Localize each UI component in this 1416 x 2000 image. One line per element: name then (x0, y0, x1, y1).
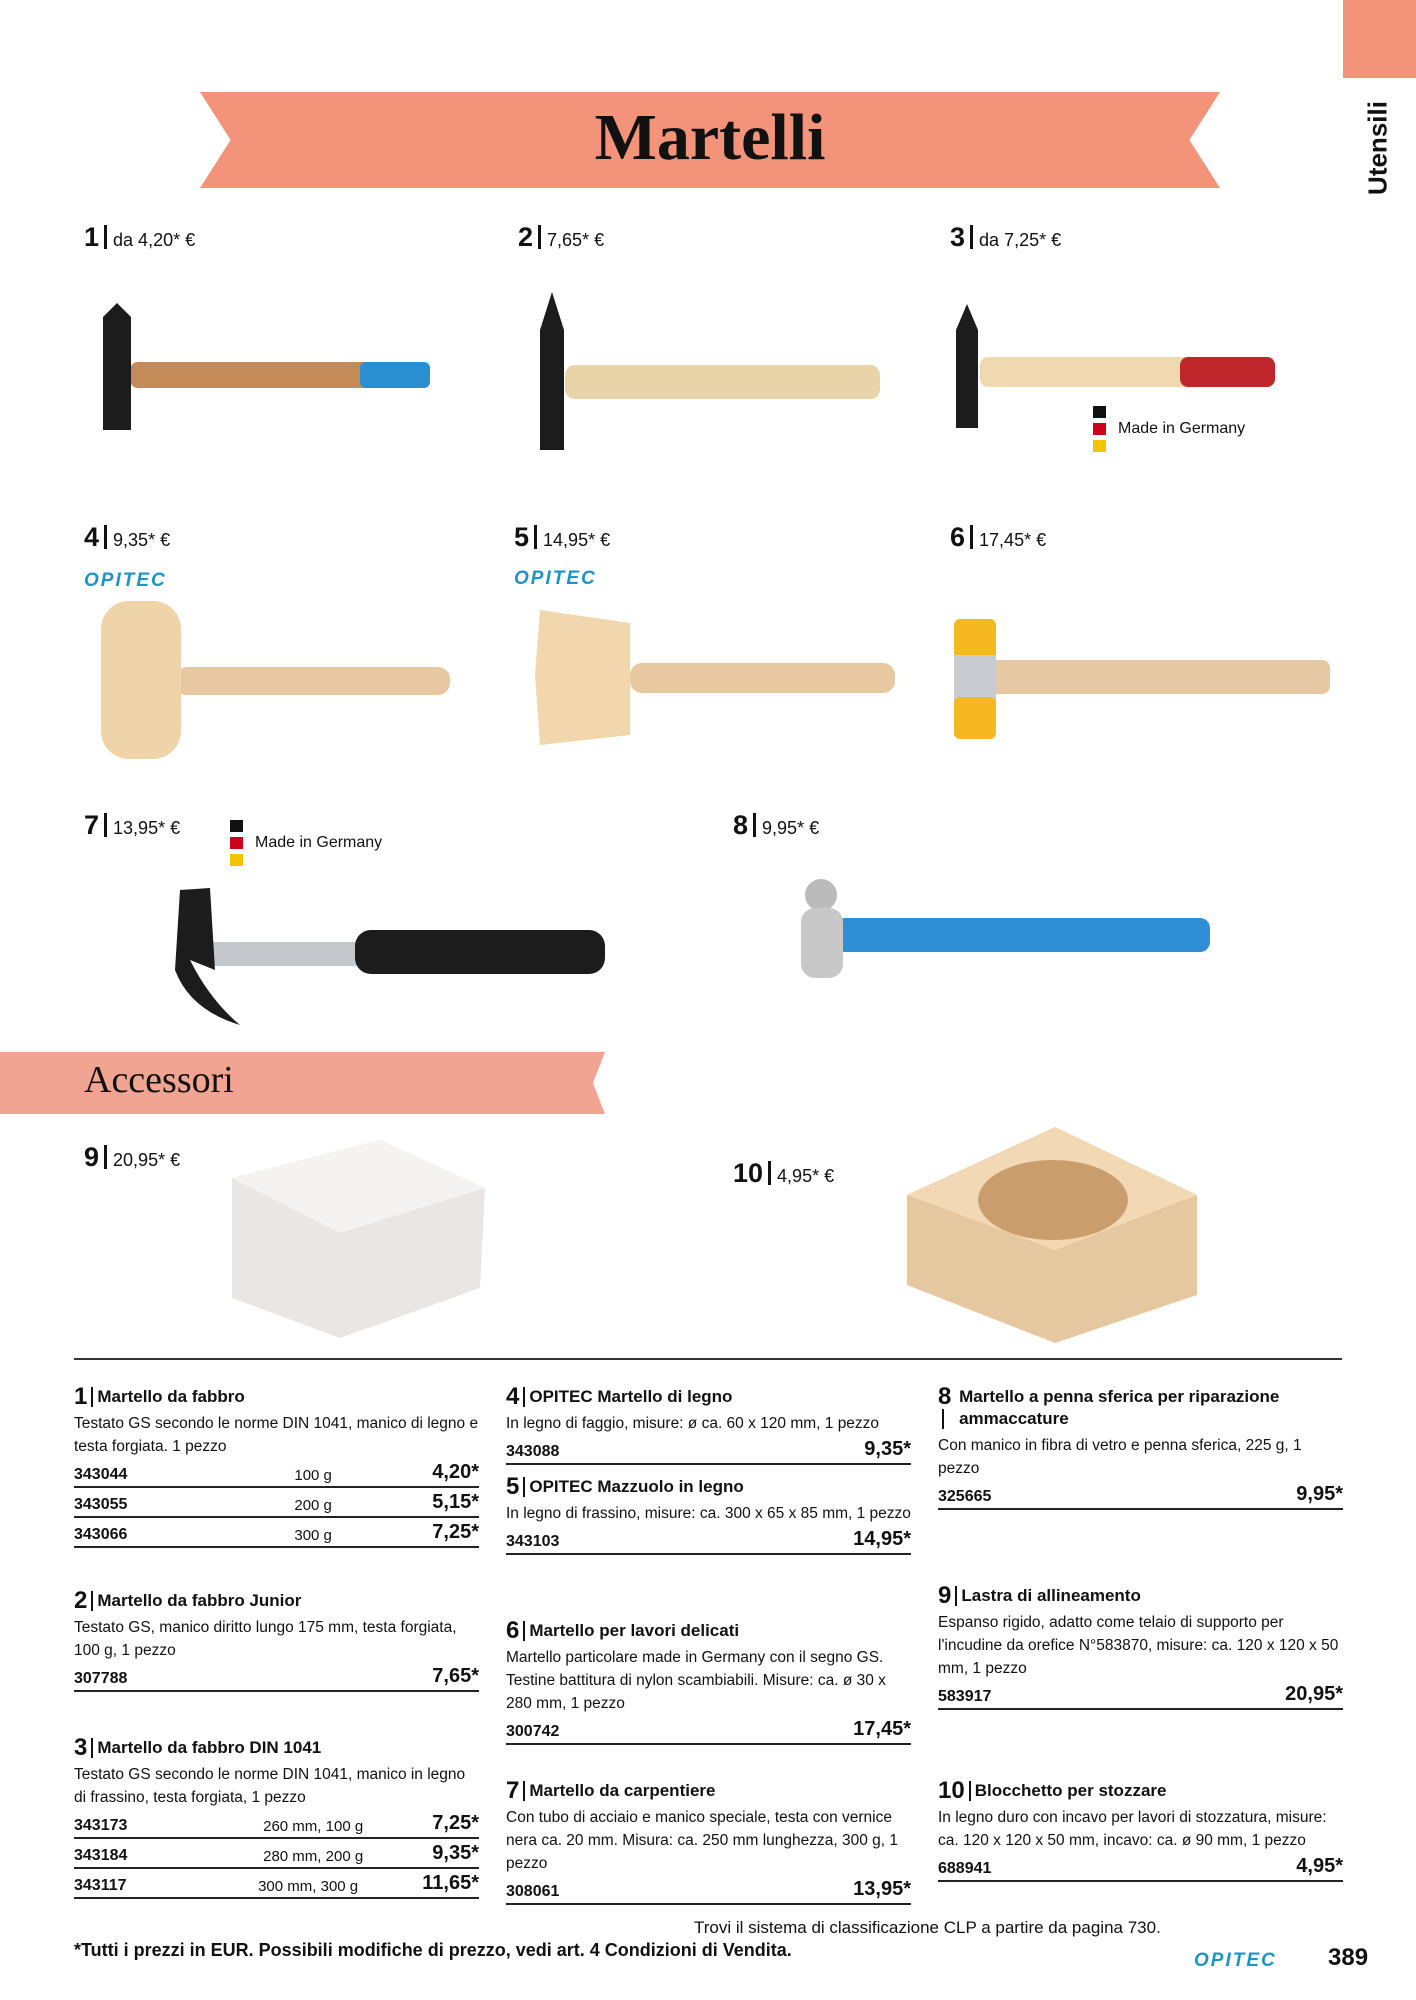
description-4: 4 OPITEC Martello di legno In legno di faggio, misure: ø ca. 60 x 120 mm, 1 pezzo 343088 9,35* (506, 1386, 911, 1465)
opitec-footer-logo: OPITEC (1194, 1950, 1277, 1971)
table-row: 688941 4,95* (938, 1852, 1343, 1882)
table-row: 343173 260 mm, 100 g 7,25* (74, 1809, 479, 1839)
product-6-image (950, 615, 1340, 745)
description-3: 3 Martello da fabbro DIN 1041 Testato GS secondo le norme DIN 1041, manico in legno di frassino, testa forgiata, 1 pezzo 343173 260 mm, 100 g 7,25* 343184 280 mm, 200 g 9,35* 343117 300 mm, 300 g 11,65* (74, 1737, 479, 1899)
made-in-germany-badge-3: Made in Germany (1093, 406, 1245, 452)
opitec-logo-5: OPITEC (514, 568, 597, 589)
product-1-label: 1 da 4,20* € (84, 222, 196, 252)
table-row: 343088 9,35* (506, 1435, 911, 1465)
accessori-title: Accessori (84, 1059, 234, 1101)
table-row: 343184 280 mm, 200 g 9,35* (74, 1839, 479, 1869)
description-7: 7 Martello da carpentiere Con tubo di acciaio e manico speciale, testa con vernice nera ca. 20 mm. Misura: ca. 250 mm lunghezza, 300 g, 1 pezzo 308061 13,95* (506, 1780, 911, 1905)
description-8: 8 Martello a penna sferica per riparazione ammaccature Con manico in fibra di vetro e penna sferica, 225 g, 1 pezzo 325665 9,95* (938, 1386, 1343, 1510)
table-row: 343044 100 g 4,20* (74, 1458, 479, 1488)
table-row: 343055 200 g 5,15* (74, 1488, 479, 1518)
divider (74, 1358, 1342, 1360)
table-row: 308061 13,95* (506, 1875, 911, 1905)
product-10-label: 10 4,95* € (733, 1158, 835, 1188)
product-4-label: 4 9,35* € (84, 522, 171, 552)
product-10-image (905, 1125, 1200, 1345)
section-tab-label: Utensili (1362, 100, 1393, 195)
germany-flag-icon (230, 820, 243, 866)
product-8-label: 8 9,95* € (733, 810, 820, 840)
product-6-label: 6 17,45* € (950, 522, 1047, 552)
corner-tab (1343, 0, 1416, 78)
description-6: 6 Martello per lavori delicati Martello particolare made in Germany con il segno GS. Testine battitura di nylon scambiabili. Misure: ca. ø 30 x 280 mm, 1 pezzo 300742 17,45* (506, 1620, 911, 1745)
description-1: 1 Martello da fabbro Testato GS secondo le norme DIN 1041, manico di legno e testa forgiata. 1 pezzo 343044 100 g 4,20* 343055 200 g 5,15* 343066 300 g 7,25* (74, 1386, 479, 1548)
description-5: 5 OPITEC Mazzuolo in legno In legno di frassino, misure: ca. 300 x 65 x 85 mm, 1 pezzo 343103 14,95* (506, 1476, 911, 1555)
germany-flag-icon (1093, 406, 1106, 452)
table-row: 583917 20,95* (938, 1680, 1343, 1710)
product-7-label: 7 13,95* € (84, 810, 181, 840)
page-number: 389 (1328, 1944, 1369, 1971)
product-5-label: 5 14,95* € (514, 522, 611, 552)
table-row: 300742 17,45* (506, 1715, 911, 1745)
product-5-image (530, 605, 900, 755)
product-7-image (170, 880, 610, 1030)
description-2: 2 Martello da fabbro Junior Testato GS, manico diritto lungo 175 mm, testa forgiata, 100 g, 1 pezzo 307788 7,65* (74, 1590, 479, 1692)
product-3-label: 3 da 7,25* € (950, 222, 1062, 252)
page-title: Martelli (594, 101, 826, 174)
product-4-image (95, 595, 465, 765)
clp-note: Trovi il sistema di classificazione CLP a partire da pagina 730. (694, 1918, 1161, 1937)
table-row: 325665 9,95* (938, 1480, 1343, 1510)
product-2-image (530, 290, 890, 460)
product-2-label: 2 7,65* € (518, 222, 605, 252)
opitec-logo-4: OPITEC (84, 570, 167, 591)
description-10: 10 Blocchetto per stozzare In legno duro con incavo per lavori di stozzatura, misure: ca. 120 x 120 x 50 mm, incavo: ca. ø 90 mm, 1 pezzo 688941 4,95* (938, 1780, 1343, 1882)
description-9: 9 Lastra di allineamento Espanso rigido, adatto come telaio di supporto per l'incudine da orefice N°583870, misure: ca. 120 x 120 x 50 mm, 1 pezzo 583917 20,95* (938, 1585, 1343, 1710)
table-row: 307788 7,65* (74, 1662, 479, 1692)
price-disclaimer: *Tutti i prezzi in EUR. Possibili modifiche di prezzo, vedi art. 4 Condizioni di Vendita. (74, 1940, 792, 1960)
table-row: 343066 300 g 7,25* (74, 1518, 479, 1548)
product-8-image (795, 870, 1215, 1000)
product-9-label: 9 20,95* € (84, 1142, 181, 1172)
table-row: 343103 14,95* (506, 1525, 911, 1555)
product-9-image (230, 1138, 490, 1343)
product-1-image (95, 295, 475, 435)
table-row: 343117 300 mm, 300 g 11,65* (74, 1869, 479, 1899)
made-in-germany-badge-7: Made in Germany (230, 820, 382, 866)
